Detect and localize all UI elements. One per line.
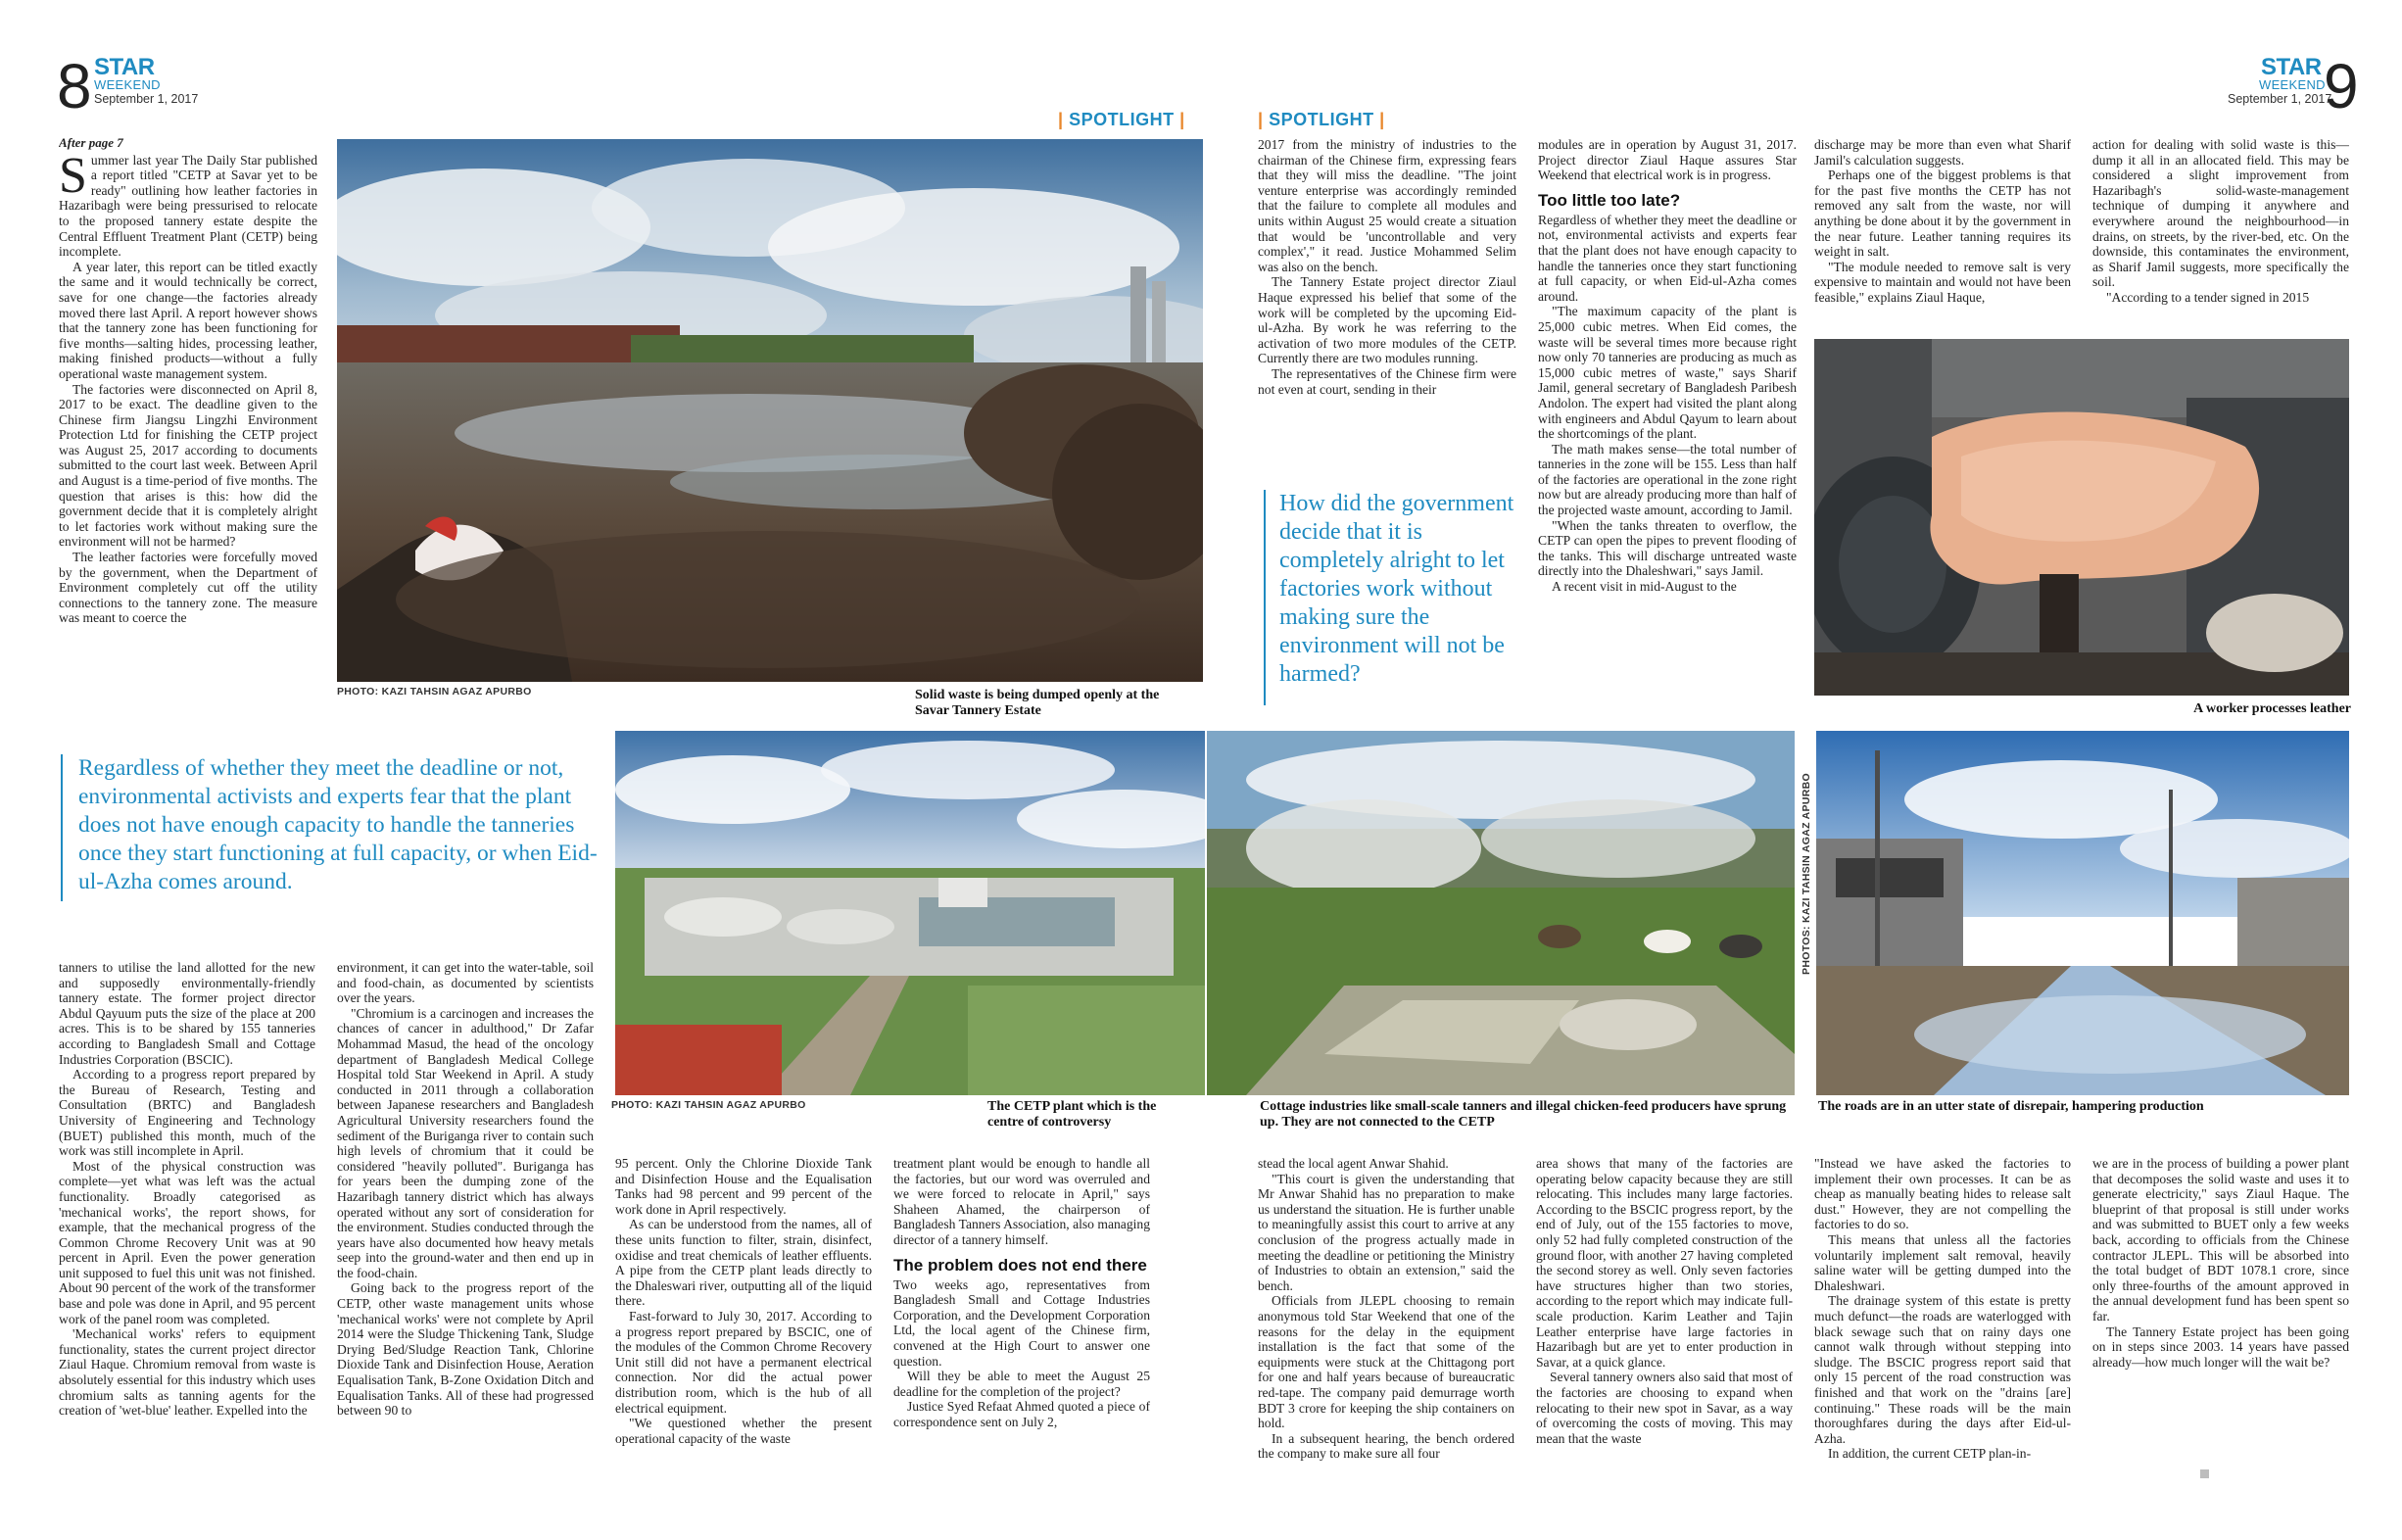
photo-caption-worker: A worker processes leather bbox=[2193, 701, 2351, 716]
paragraph: treatment plant would be enough to handle all the factories, but our word was overruled and we were forced to relocate in April," says Shaheen Ahamed, the chairperson of Bangladesh Tanners Association, also managing director of a tannery himself. bbox=[893, 1156, 1150, 1247]
section-label-left: | SPOTLIGHT | bbox=[1058, 110, 1185, 129]
pull-quote-2 bbox=[61, 754, 598, 901]
paragraph: Perhaps one of the biggest problems is that for the past five months the CETP has not removed any salt from the waste, nor will anything be done about it by the government in the near future. Leather tanning requires its weight in salt. bbox=[1814, 168, 2071, 260]
paragraph: In addition, the current CETP plan-in- bbox=[1828, 1446, 2032, 1462]
photo-credit-roads: PHOTOS: KAZI TAHSIN AGAZ APURBO bbox=[1801, 773, 1812, 975]
cetp-plant-illustration bbox=[615, 731, 1205, 1095]
article-column-3 bbox=[1538, 137, 1797, 709]
article-column-b2 bbox=[337, 960, 594, 1489]
paragraph: "Chromium is a carcinogen and increases the chances of cancer in adulthood," Dr Zafar Mohammad Masud, the head of the oncology department of Bangladesh Medical College Hospital told Star Weekend in April. A study conducted in 2011 through a collaboration between Japanese researchers and Bangladesh Agricultural University researchers found the sediment of the Buriganga river to contain such high levels of chromium that it could be considered "heavily polluted". Buriganga has for years been the dumping zone of the Hazaribagh tannery district which has always operated without any sort of consideration for the environment. Studies conducted through the years have also documented how heavy metals seep into the ground-water and then end up in the food-chain. bbox=[337, 1005, 594, 1280]
roads-illustration bbox=[1816, 731, 2349, 1095]
article-column-b7 bbox=[1814, 1156, 2071, 1489]
photo-cetp-plant bbox=[615, 731, 1205, 1095]
paragraph: Two weeks ago, representatives from Bangladesh Small and Cottage Industries Corporation, and the Development Corporation Ltd, the local agent of the Chinese firm, convened at the High Court to answer one question. bbox=[893, 1276, 1150, 1369]
article-column-b1 bbox=[59, 960, 315, 1489]
paragraph: modules are in operation by August 31, 2017. Project director Ziaul Haque assures Star Weekend that electrical work is in progress. bbox=[1538, 137, 1797, 183]
paragraph: As can be understood from the names, all of these units function to filter, strain, disinfect, oxidise and treat chemicals of leather effluents. A pipe from the CETP plant leads directly to the Dhaleswari river, outputting all of the liquid there. bbox=[615, 1217, 872, 1309]
paragraph: environment, it can get into the water-table, soil and food-chain, as documented by scientists over the years. bbox=[337, 960, 594, 1006]
paragraph: This means that unless all the factories voluntarily implement salt removal, heavily saline water will be getting dumped into the Dhaleshwari. bbox=[1814, 1231, 2071, 1293]
photo-leather-worker bbox=[1814, 339, 2349, 696]
pull-quote-1-text: How did the government decide that it is completely alright to let factories work without making sure the environment will not be harmed? bbox=[1279, 491, 1514, 687]
paragraph: Will they be able to meet the August 25 deadline for the completion of the project? bbox=[893, 1369, 1150, 1399]
paragraph: The leather factories were forcefully moved by the government, when the Department of Environment completely cut off the utility connections to the tannery zone. The measure was meant to coerce the bbox=[59, 550, 317, 626]
paragraph: The Tannery Estate project director Ziaul Haque expressed his belief that some of the work will be completed by the upcoming Eid-ul-Azha. By work he was referring to the activation of two more modules of the CETP. Currently there are two modules running. bbox=[1258, 274, 1516, 366]
paragraph: A recent visit in mid-August to the bbox=[1552, 579, 1737, 595]
photo-caption-1: Solid waste is being dumped openly at the Savar Tannery Estate bbox=[915, 688, 1160, 718]
paragraph: "According to a tender signed in 2015 bbox=[2106, 289, 2310, 305]
article-column-2 bbox=[1258, 137, 1516, 443]
paragraph: 2017 from the ministry of industries to the chairman of the Chinese firm, expressing fears that they will miss the deadline. "The joint venture enterprise was accordingly reminded that the failure to complete all modules and units within August 25 would create a situation that would be 'uncontrollable and very complex'," it read. Justice Mohammed Selim was also on the bench. bbox=[1258, 137, 1516, 274]
cottage-industries-illustration bbox=[1207, 731, 1795, 1095]
paragraph: stead the local agent Anwar Shahid. bbox=[1258, 1156, 1449, 1171]
paragraph: The drainage system of this estate is pretty much defunct—the roads are waterlogged with black sewage such that on rainy days one cannot walk through without stepping into sludge. The BSCIC progress report said that only 15 percent of the road construction was finished and that work on the "drains [are] continuing." These roads will be the main thoroughfares during the days after Eid-ul-Azha. bbox=[1814, 1293, 2071, 1446]
photo-roads bbox=[1816, 731, 2349, 1095]
masthead-weekend-right: WEEKEND bbox=[2259, 77, 2326, 92]
article-column-1 bbox=[59, 135, 317, 703]
article-column-b4 bbox=[893, 1156, 1150, 1489]
paragraph: "We questioned whether the present operational capacity of the waste bbox=[615, 1416, 872, 1446]
article-column-b5 bbox=[1258, 1156, 1514, 1489]
paragraph: The representatives of the Chinese firm were not even at court, sending in their bbox=[1258, 365, 1516, 397]
paragraph: Going back to the progress report of the CETP, other waste management units whose 'mechanical works' were not complete by April 2014 were the Sludge Thickening Tank, Sludge Drying Bed/Sludge Reaction Tank, Chlorine Dioxide Tank and Disinfection House, Aeration Equalisation Tank, B-Zone Oxidation Ditch and Equalisation Tanks. All of these had progressed between 90 to bbox=[337, 1280, 594, 1419]
end-mark-square bbox=[2200, 1469, 2209, 1478]
paragraph: In a subsequent hearing, the bench ordered the company to make sure all four bbox=[1258, 1430, 1514, 1462]
masthead-weekend-left: WEEKEND bbox=[94, 77, 161, 92]
paragraph: Fast-forward to July 30, 2017. According to a progress report prepared by BSCIC, one of the modules of the Common Chrome Recovery Unit still did not have a permanent electrical connection. Nor did the actual power distribution room, which is the hub of all electrical equipment. bbox=[615, 1308, 872, 1416]
paragraph: According to a progress report prepared by the Bureau of Research, Testing and Consultation (BRTC) and Bangladesh University of Engineering and Technology (BUET) published this month, much of the work was still incomplete in April. bbox=[59, 1067, 315, 1159]
issue-date-right: September 1, 2017 bbox=[2228, 92, 2332, 106]
paragraph: Regardless of whether they meet the deadline or not, environmental activists and experts fear that the plant does not have enough capacity to handle the tanneries once they start functioning at full capacity, or when Eid-ul-Azha comes around. bbox=[1538, 212, 1797, 304]
paragraph: 'Mechanical works' refers to equipment functionality, states the current project director Ziaul Haque. Chromium removal from waste is absolutely essential for this industry which uses chromium salts as tanning agents for the creation of 'wet-blue' leather. Expelled into the bbox=[59, 1326, 315, 1419]
after-page-label: After page 7 bbox=[59, 135, 123, 150]
article-column-4 bbox=[1814, 137, 2071, 315]
paragraph: area shows that many of the factories are operating below capacity because they are still relocating. This includes many large factories. According to the BSCIC progress report, by the end of July, out of the 155 factories to move, only 52 had fully completed construction of the ground floor, with another 27 having completed the second storey as well. Only seven factories have structures higher than two stories, according to the report which may indicate full-scale production. Karim Leather and Tajin Leather enterprise have large factories in Hazaribagh but are yet to enter production in Savar, at a quick glance. bbox=[1536, 1156, 1793, 1370]
page-number-left: 8 bbox=[57, 51, 92, 121]
paragraph: "This court is given the understanding that Mr Anwar Shahid has no preparation to make us understand the situation. He is further unable to meaningfully assist this court to arrive at any conclusion of the progress actually made in meeting the deadline or petitioning the Ministry of Industries to obtain an extension," said the bench. bbox=[1258, 1171, 1514, 1293]
paragraph: "The module needed to remove salt is very expensive to maintain and would not have been feasible," explains Ziaul Haque, bbox=[1814, 259, 2071, 305]
subheading-too-little: Too little too late? bbox=[1538, 190, 1681, 210]
paragraph: "The maximum capacity of the plant is 25,000 cubic metres. When Eid comes, the waste will be several times more because right now only 70 tanneries are producing as much as 15,000 cubic metres of waste," says Sharif Jamil, general secretary of Bangladesh Paribesh Andolon. The expert had visited the plant along with engineers and Abdul Qayum to learn about the shortcomings of the plant. bbox=[1538, 304, 1797, 442]
paragraph: Officials from JLEPL choosing to remain anonymous told Star Weekend that one of the reasons for the delay in the equipment installation is the fact that some of the equipments were stuck at the Chittagong port for one and half years because of bureaucratic red-tape. The company paid demurrage worth BDT 3 crore for keeping the ship containers on hold. bbox=[1258, 1293, 1514, 1431]
paragraph: Most of the physical construction was complete—yet what was left was the actual functionality. Broadly categorised as 'mechanical works', the report shows, for example, that the mechanical progress of the Common Chrome Recovery Unit was at 90 percent in April. Even the power generation unit supposed to fuel this unit was not finished. About 90 percent of the work of the transformer base and pole was done in April, and 95 percent work of the panel room was completed. bbox=[59, 1158, 315, 1326]
article-column-b6 bbox=[1536, 1156, 1793, 1489]
paragraph: 95 percent. Only the Chlorine Dioxide Tank and Disinfection House and the Equalisation Tanks had 98 percent and 99 percent of the work done in April respectively. bbox=[615, 1156, 872, 1217]
photo-caption-roads: The roads are in an utter state of disrepair, hampering production bbox=[1818, 1099, 2204, 1114]
photo-cottage-industries bbox=[1207, 731, 1795, 1095]
paragraph: The math makes sense—the total number of tanneries in the zone will be 155. Less than half of the factories are operational in the zone right now but are already producing more than half of the projected waste amount, according to Jamil. bbox=[1538, 441, 1797, 518]
header-right bbox=[2204, 51, 2361, 121]
paragraph: we are in the process of building a power plant that decomposes the solid waste and uses it to generate electricity," says Ziaul Haque. The blueprint of that proposal is still under works and was submitted to BUET only a few weeks back, according to officials from the Chinese contractor JLEPL. This will be absorbed into the total budget of BDT 1078.1 crore, since only three-fourths of the amount approved in the annual development fund has been spent so far. bbox=[2092, 1156, 2349, 1323]
paragraph: action for dealing with solid waste is this—dump it all in an allocated field. This may be considered a slight improvement from Hazaribagh's solid-waste-management technique of dumping it anywhere and everywhere around the neighbourhood—in drains, on streets, by the river-bed, etc. On the downside, this contaminates the environment, as Sharif Jamil suggests, more specifically the soil. bbox=[2092, 137, 2349, 290]
photo-credit-cetp: PHOTO: KAZI TAHSIN AGAZ APURBO bbox=[611, 1099, 806, 1111]
photo-caption-cottage: Cottage industries like small-scale tanners and illegal chicken-feed producers have sprung up. They are not connected to the CETP bbox=[1260, 1099, 1787, 1130]
waste-dump-illustration bbox=[337, 139, 1203, 682]
masthead-star-left: STAR bbox=[94, 54, 155, 80]
leather-worker-illustration bbox=[1814, 339, 2349, 696]
pull-quote-2-text: Regardless of whether they meet the deadline or not, environmental activists and experts fear that the plant does not have enough capacity to handle the tanneries once they start functioning at full capacity, or when Eid-ul-Azha comes around. bbox=[78, 755, 598, 894]
photo-credit-vertical bbox=[1799, 731, 1814, 1025]
header-left bbox=[57, 51, 253, 121]
dropcap: S bbox=[59, 147, 87, 204]
photo-waste-dump bbox=[337, 139, 1203, 682]
paragraph: "When the tanks threaten to overflow, the CETP can open the pipes to prevent flooding of the tanks. This will discharge untreated waste directly into the Dhaleshwari," says Jamil. bbox=[1538, 517, 1797, 579]
article-column-5 bbox=[2092, 137, 2349, 315]
pull-quote-1 bbox=[1264, 490, 1520, 705]
masthead-star-right: STAR bbox=[2261, 54, 2322, 80]
paragraph: Justice Syed Refaat Ahmed quoted a piece of correspondence sent on July 2, bbox=[893, 1399, 1150, 1429]
paragraph: Several tannery owners also said that most of the factories are choosing to expand when relocating to their new spot in Savar, as a way of overcoming the costs of moving. This may mean that the waste bbox=[1536, 1370, 1793, 1446]
article-column-b3 bbox=[615, 1156, 872, 1489]
article-column-b8 bbox=[2092, 1156, 2349, 1489]
paragraph: A year later, this report can be titled exactly the same and it would technically be correct, save for one change—the factories already moved there last April. A report however shows that the tannery zone has been functioning for five months—salting hides, processing leather, making finished products—without a fully operational waste management system. bbox=[59, 259, 317, 381]
photo-caption-cetp: The CETP plant which is the centre of controversy bbox=[987, 1099, 1157, 1130]
paragraph: ummer last year The Daily Star published a report titled "CETP at Savar yet to be ready" outlining how leather factories in Hazaribagh were being pressurised to relocate to the proposed tannery estate despite the Central Effluent Treatment Plant (CETP) being incomplete. bbox=[59, 152, 317, 260]
issue-date-left: September 1, 2017 bbox=[94, 92, 199, 106]
paragraph: "Instead we have asked the factories to implement their own processes. It can be as cheap as manually beating hides to release salt dust." However, they are not compelling the factories to do so. bbox=[1814, 1156, 2071, 1232]
paragraph: tanners to utilise the land allotted for the new and supposedly environmentally-friendly tannery estate. The former project director Abdul Qayuum puts the size of the place at 200 acres. This is to be shared by 155 tanneries according to Bangladesh Small and Cottage Industries Corporation (BSCIC). bbox=[59, 960, 315, 1067]
page-number-right: 9 bbox=[2324, 51, 2359, 121]
photo-credit-1: PHOTO: KAZI TAHSIN AGAZ APURBO bbox=[337, 686, 532, 698]
paragraph: The Tannery Estate project has been going on in steps since 2003. 14 years have passed already—how much longer will the wait be? bbox=[2092, 1323, 2349, 1370]
subheading-problem-not-end: The problem does not end there bbox=[893, 1255, 1147, 1275]
paragraph: discharge may be more than even what Sharif Jamil's calculation suggests. bbox=[1814, 137, 2071, 168]
section-label-right: | SPOTLIGHT | bbox=[1258, 110, 1385, 129]
paragraph: The factories were disconnected on April 8, 2017 to be exact. The deadline given to the Chinese firm Jiangsu Lingzhi Environment Protection Ltd for finishing the CETP project was August 25, 2017 according to documents submitted to the court last week. Between April and August is a time-period of five months. The question that arises is this: how did the government decide that it is completely alright to let factories work without making sure the environment will not be harmed? bbox=[59, 381, 317, 550]
